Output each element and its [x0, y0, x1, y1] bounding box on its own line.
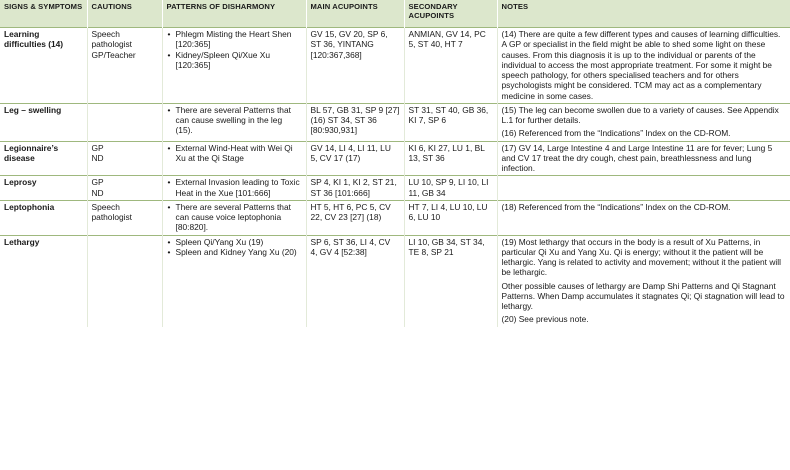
- caution-item: ND: [91, 152, 104, 163]
- header-notes: NOTES: [497, 0, 790, 28]
- caution-item: GP: [91, 177, 104, 188]
- sign-cell: Leg – swelling: [0, 103, 87, 141]
- pattern-list: [167, 105, 302, 136]
- main-acupoints-cell: BL 57, GB 31, SP 9 [27] (16) ST 34, ST 36 [80:930,931]: [306, 103, 404, 141]
- pattern-item: • External Invasion leading to Toxic Heat in the Xue [101:666]: [176, 177, 302, 198]
- main-acupoints-cell: SP 4, KI 1, KI 2, ST 21, ST 36 [101:666]: [306, 176, 404, 201]
- sign-cell: Learning difficulties (14): [0, 28, 87, 104]
- note-paragraph: (19) Most lethargy that occurs in the body is a result of Xu Patterns, in particular Qi Xu and Yang Xu. Qi is energy; without it the patient will be lethargic. Yang is related to activity and movement; without it the patient will be lethargic.: [501, 236, 781, 278]
- patterns-cell: [162, 200, 306, 235]
- patterns-cell: [162, 176, 306, 201]
- main-acupoints-cell: GV 14, LI 4, LI 11, LU 5, CV 17 (17): [306, 141, 404, 176]
- cautions-cell: [87, 235, 162, 327]
- header-patterns: PATTERNS OF DISHARMONY: [162, 0, 306, 28]
- note-paragraph: (14) There are quite a few different types and causes of learning difficulties. A GP or specialist in the field might be able to shed some light on these causes. From this diagnosis it is up to the individual or parents of the individual to access the most appropriate treatment. For some it might be speech pathology, for others specialised teachers and for others psychologists might be considered. TCM may act as a complementary medicine in some cases.: [501, 29, 781, 101]
- sign-cell: Leprosy: [0, 176, 87, 201]
- pattern-item: • Spleen Qi/Yang Xu (19): [176, 237, 302, 247]
- table-row: [0, 103, 790, 141]
- caution-item: Speech pathologist: [91, 29, 133, 50]
- table-header: [0, 0, 790, 28]
- cautions-cell: [87, 103, 162, 141]
- notes-cell: [497, 235, 790, 327]
- patterns-cell: [162, 103, 306, 141]
- notes-cell: [497, 28, 790, 104]
- notes-cell: [497, 141, 790, 176]
- notes-cell: [497, 200, 790, 235]
- notes-cell: [497, 103, 790, 141]
- table-row: [0, 176, 790, 201]
- table-row: [0, 141, 790, 176]
- pattern-list: [167, 177, 302, 198]
- table-row: [0, 200, 790, 235]
- pattern-list: [167, 237, 302, 258]
- secondary-acupoints-cell: LI 10, GB 34, ST 34, TE 8, SP 21: [404, 235, 497, 327]
- note-paragraph: Other possible causes of lethargy are Damp Shi Patterns and Qi Stagnant Patterns. When Damp accumulates it stagnates Qi; Qi stagnation will lead to lethargy.: [501, 280, 785, 311]
- header-cautions: CAUTIONS: [87, 0, 162, 28]
- caution-item: GP: [91, 142, 104, 153]
- pattern-item: • Phlegm Misting the Heart Shen [120:365]: [176, 29, 302, 50]
- header-signs: SIGNS & SYMPTOMS: [0, 0, 87, 28]
- note-paragraph: (17) GV 14, Large Intestine 4 and Large Intestine 11 are for fever; Lung 5 and CV 17 treat the dry cough, chest pain, breathlessness and lung infection.: [501, 142, 773, 173]
- secondary-acupoints-cell: ST 31, ST 40, GB 36, KI 7, SP 6: [404, 103, 497, 141]
- cautions-cell: [87, 141, 162, 176]
- sign-cell: Leptophonia: [0, 200, 87, 235]
- main-acupoints-cell: HT 5, HT 6, PC 5, CV 22, CV 23 [27] (18): [306, 200, 404, 235]
- caution-item: GP/Teacher: [91, 49, 136, 60]
- pattern-list: [167, 202, 302, 233]
- pattern-list: [167, 143, 302, 164]
- table-row: [0, 235, 790, 327]
- sign-cell: Legionnaire’s disease: [0, 141, 87, 176]
- header-secondary-acupoints: SECONDARY ACUPOINTS: [404, 0, 497, 28]
- cautions-cell: [87, 28, 162, 104]
- note-paragraph: (15) The leg can become swollen due to a variety of causes. See Appendix L.1 for further details.: [501, 104, 779, 125]
- caution-item: Speech pathologist: [91, 201, 133, 222]
- secondary-acupoints-cell: LU 10, SP 9, LI 10, LI 11, GB 34: [404, 176, 497, 201]
- sign-cell: Lethargy: [0, 235, 87, 327]
- pattern-item: • There are several Patterns that can cause swelling in the leg (15).: [176, 105, 302, 136]
- header-main-acupoints: MAIN ACUPOINTS: [306, 0, 404, 28]
- patterns-cell: [162, 28, 306, 104]
- note-paragraph: (18) Referenced from the “Indications” Index on the CD-ROM.: [501, 201, 731, 212]
- pattern-item: • Kidney/Spleen Qi/Xue Xu [120:365]: [176, 50, 302, 71]
- table-body: [0, 28, 790, 327]
- patterns-cell: [162, 235, 306, 327]
- secondary-acupoints-cell: ANMIAN, GV 14, PC 5, ST 40, HT 7: [404, 28, 497, 104]
- notes-cell: [497, 176, 790, 201]
- main-acupoints-cell: SP 6, ST 36, LI 4, CV 4, GV 4 [52:38]: [306, 235, 404, 327]
- main-acupoints-cell: GV 15, GV 20, SP 6, ST 36, YINTANG [120:367,368]: [306, 28, 404, 104]
- table-row: [0, 28, 790, 104]
- note-paragraph: (16) Referenced from the “Indications” Index on the CD-ROM.: [501, 128, 731, 139]
- note-paragraph: (20) See previous note.: [501, 314, 589, 325]
- secondary-acupoints-cell: KI 6, KI 27, LU 1, BL 13, ST 36: [404, 141, 497, 176]
- pattern-item: • Spleen and Kidney Yang Xu (20): [176, 247, 302, 257]
- pattern-list: [167, 29, 302, 70]
- cautions-cell: [87, 176, 162, 201]
- patterns-cell: [162, 141, 306, 176]
- secondary-acupoints-cell: HT 7, LI 4, LU 10, LU 6, LU 10: [404, 200, 497, 235]
- caution-item: ND: [91, 187, 104, 198]
- pattern-item: • There are several Patterns that can cause voice leptophonia [80:820].: [176, 202, 302, 233]
- pattern-item: • External Wind-Heat with Wei Qi Xu at the Qi Stage: [176, 143, 302, 164]
- cautions-cell: [87, 200, 162, 235]
